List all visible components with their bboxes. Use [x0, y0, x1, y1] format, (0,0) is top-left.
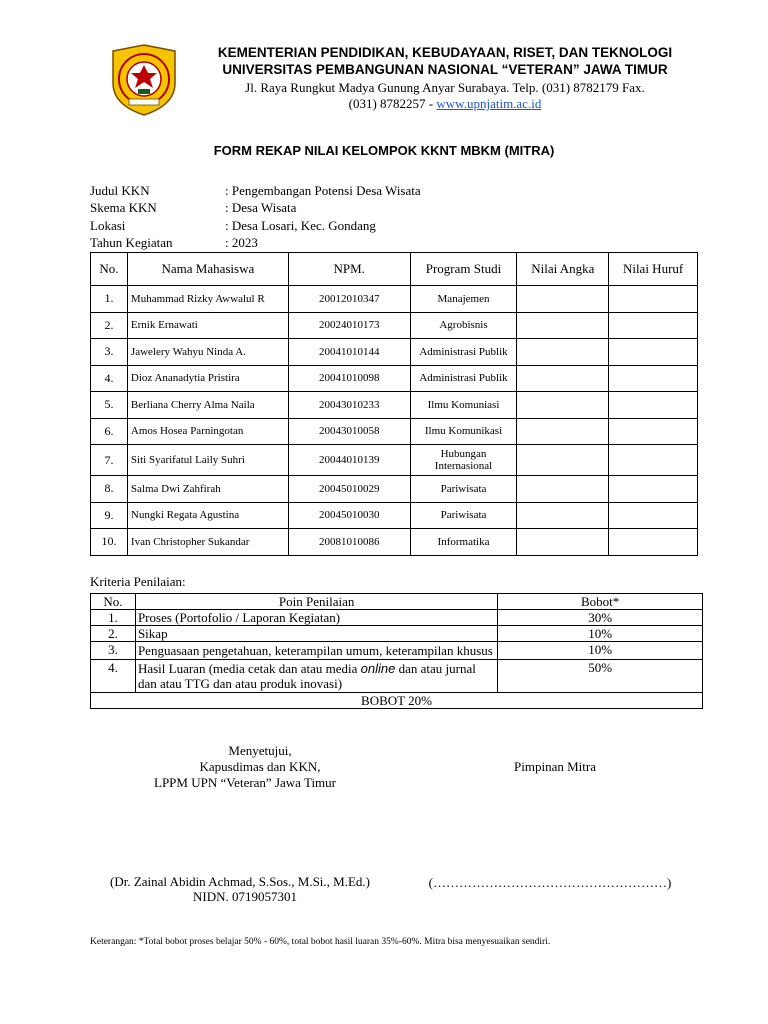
header-npm: NPM. — [288, 253, 410, 286]
row-name: Nungki Regata Agustina — [127, 502, 288, 529]
row-name: Jawelery Wahyu Ninda A. — [127, 339, 288, 366]
website-link[interactable]: www.upnjatim.ac.id — [436, 96, 542, 111]
criteria-text: Proses (Portofolio / Laporan Kegiatan) — [135, 610, 497, 626]
criteria-bobot: 50% — [498, 660, 703, 693]
row-nilai-huruf[interactable] — [609, 502, 698, 529]
row-nilai-huruf[interactable] — [609, 476, 698, 503]
row-prodi: Administrasi Publik — [410, 365, 517, 392]
criteria-row — [91, 610, 703, 626]
footnote: Keterangan: *Total bobot proses belajar 50% - 60%, total bobot hasil luaran 35%-60%. Mitra bisa menyesuaikan sendiri. — [90, 937, 551, 947]
criteria-header-bobot: Bobot* — [498, 594, 703, 610]
fax-number: (031) 8782257 - — [348, 96, 437, 111]
criteria-text-part: Hasil Luaran (media cetak dan atau media — [137, 661, 361, 676]
sig-position: Kapusdimas dan KKN, — [199, 759, 321, 774]
row-name: Salma Dwi Zahfirah — [127, 476, 288, 503]
row-prodi: Manajemen — [410, 286, 517, 313]
criteria-label: Kriteria Penilaian: — [90, 574, 186, 589]
row-no: 4. — [91, 365, 128, 392]
criteria-no: 1. — [91, 610, 136, 626]
row-prodi: Agrobisnis — [410, 312, 517, 339]
criteria-text: Sikap — [135, 626, 497, 642]
criteria-row — [91, 660, 703, 693]
info-value: : Desa Wisata — [225, 200, 297, 215]
row-prodi: Pariwisata — [410, 476, 517, 503]
table-row — [91, 445, 698, 476]
form-title: FORM REKAP NILAI KELOMPOK KKNT MBKM (MITRA) — [213, 143, 555, 158]
info-value: : Pengembangan Potensi Desa Wisata — [225, 183, 421, 198]
row-name: Ernik Ernawati — [127, 312, 288, 339]
row-nilai-angka[interactable] — [517, 339, 609, 366]
row-no: 9. — [91, 502, 128, 529]
row-nilai-huruf[interactable] — [609, 312, 698, 339]
row-nilai-angka[interactable] — [517, 502, 609, 529]
row-nilai-huruf[interactable] — [609, 529, 698, 556]
header-nilai-angka: Nilai Angka — [517, 253, 609, 286]
row-nilai-angka[interactable] — [517, 286, 609, 313]
row-name: Dioz Ananadytia Pristira — [127, 365, 288, 392]
criteria-bobot: 10% — [498, 626, 703, 642]
row-no: 5. — [91, 392, 128, 419]
university-seal-icon — [107, 43, 181, 117]
row-npm: 20041010098 — [288, 365, 410, 392]
row-nilai-angka[interactable] — [517, 365, 609, 392]
row-name: Ivan Christopher Sukandar — [127, 529, 288, 556]
row-no: 10. — [91, 529, 128, 556]
criteria-text-italic: online — [360, 661, 396, 676]
row-npm: 20041010144 — [288, 339, 410, 366]
row-prodi: Administrasi Publik — [410, 339, 517, 366]
row-npm: 20045010029 — [288, 476, 410, 503]
table-row — [91, 502, 698, 529]
row-nilai-angka[interactable] — [517, 312, 609, 339]
criteria-bobot: 10% — [498, 642, 703, 660]
info-label: Skema KKN — [90, 200, 157, 215]
info-value: : Desa Losari, Kec. Gondang — [225, 218, 376, 233]
row-no: 8. — [91, 476, 128, 503]
row-no: 6. — [91, 418, 128, 445]
criteria-no: 2. — [91, 626, 136, 642]
criteria-row — [91, 626, 703, 642]
info-label: Judul KKN — [90, 183, 150, 198]
criteria-total-row — [91, 693, 703, 709]
table-row — [91, 365, 698, 392]
table-row — [91, 286, 698, 313]
header-nama: Nama Mahasiswa — [127, 253, 288, 286]
row-npm: 20044010139 — [288, 445, 410, 476]
header-no: No. — [91, 253, 128, 286]
row-no: 1. — [91, 286, 128, 313]
row-nilai-angka[interactable] — [517, 445, 609, 476]
address-line: Jl. Raya Rungkut Madya Gunung Anyar Surabaya. Telp. (031) 8782179 Fax. — [245, 80, 645, 95]
university-name: UNIVERSITAS PEMBANGUNAN NASIONAL “VETERAN” JAWA TIMUR — [222, 62, 668, 77]
row-npm: 20024010173 — [288, 312, 410, 339]
info-label: Tahun Kegiatan — [90, 235, 173, 250]
criteria-no: 3. — [91, 642, 136, 660]
row-nilai-angka[interactable] — [517, 418, 609, 445]
row-nilai-huruf[interactable] — [609, 418, 698, 445]
row-name: Amos Hosea Parningotan — [127, 418, 288, 445]
row-nilai-angka[interactable] — [517, 476, 609, 503]
criteria-text — [135, 660, 497, 693]
students-table — [90, 252, 698, 556]
table-header-row — [91, 253, 698, 286]
sig-approved: Menyetujui, — [228, 743, 292, 758]
contact-line — [190, 96, 700, 112]
sig-left-nidn: NIDN. 0719057301 — [193, 889, 297, 904]
criteria-row — [91, 642, 703, 660]
criteria-total: BOBOT 20% — [91, 693, 703, 709]
row-npm: 20043010233 — [288, 392, 410, 419]
info-value: : 2023 — [225, 235, 258, 250]
row-npm: 20043010058 — [288, 418, 410, 445]
row-npm: 20045010030 — [288, 502, 410, 529]
row-prodi: Pariwisata — [410, 502, 517, 529]
sig-mitra-title: Pimpinan Mitra — [514, 759, 596, 774]
row-name: Siti Syarifatul Laily Suhri — [127, 445, 288, 476]
table-row — [91, 529, 698, 556]
table-row — [91, 476, 698, 503]
row-prodi: Informatika — [410, 529, 517, 556]
row-prodi: Hubungan Internasional — [410, 445, 517, 476]
row-prodi: Ilmu Komunikasi — [410, 418, 517, 445]
sig-institution: LPPM UPN “Veteran” Jawa Timur — [154, 775, 336, 790]
criteria-text-part: dan atau jurnal dan atau TTG dan atau produk inovasi) — [137, 661, 476, 691]
row-nilai-huruf[interactable] — [609, 445, 698, 476]
criteria-table — [90, 593, 703, 709]
header-prodi: Program Studi — [410, 253, 517, 286]
table-row — [91, 339, 698, 366]
criteria-header-row — [91, 594, 703, 610]
row-npm: 20081010086 — [288, 529, 410, 556]
row-npm: 20012010347 — [288, 286, 410, 313]
criteria-text: Penguasaan pengetahuan, keterampilan umum, keterampilan khusus — [135, 642, 497, 660]
criteria-bobot: 30% — [498, 610, 703, 626]
table-row — [91, 392, 698, 419]
row-prodi: Ilmu Komuniasi — [410, 392, 517, 419]
row-nilai-huruf[interactable] — [609, 365, 698, 392]
criteria-header-poin: Poin Penilaian — [135, 594, 497, 610]
criteria-header-no: No. — [91, 594, 136, 610]
row-no: 2. — [91, 312, 128, 339]
criteria-no: 4. — [91, 660, 136, 693]
table-row — [91, 312, 698, 339]
row-name: Muhammad Rizky Awwalul R — [127, 286, 288, 313]
header-nilai-huruf: Nilai Huruf — [609, 253, 698, 286]
sig-right-name: (………………………………………………) — [428, 875, 672, 890]
row-name: Berliana Cherry Alma Naila — [127, 392, 288, 419]
row-nilai-huruf[interactable] — [609, 392, 698, 419]
row-no: 3. — [91, 339, 128, 366]
ministry-name: KEMENTERIAN PENDIDIKAN, KEBUDAYAAN, RISET, DAN TEKNOLOGI — [217, 45, 673, 60]
row-no: 7. — [91, 445, 128, 476]
row-nilai-angka[interactable] — [517, 529, 609, 556]
row-nilai-huruf[interactable] — [609, 339, 698, 366]
row-nilai-angka[interactable] — [517, 392, 609, 419]
table-row — [91, 418, 698, 445]
row-nilai-huruf[interactable] — [609, 286, 698, 313]
info-label: Lokasi — [90, 218, 126, 233]
sig-left-name: (Dr. Zainal Abidin Achmad, S.Sos., M.Si., M.Ed.) — [110, 874, 370, 889]
